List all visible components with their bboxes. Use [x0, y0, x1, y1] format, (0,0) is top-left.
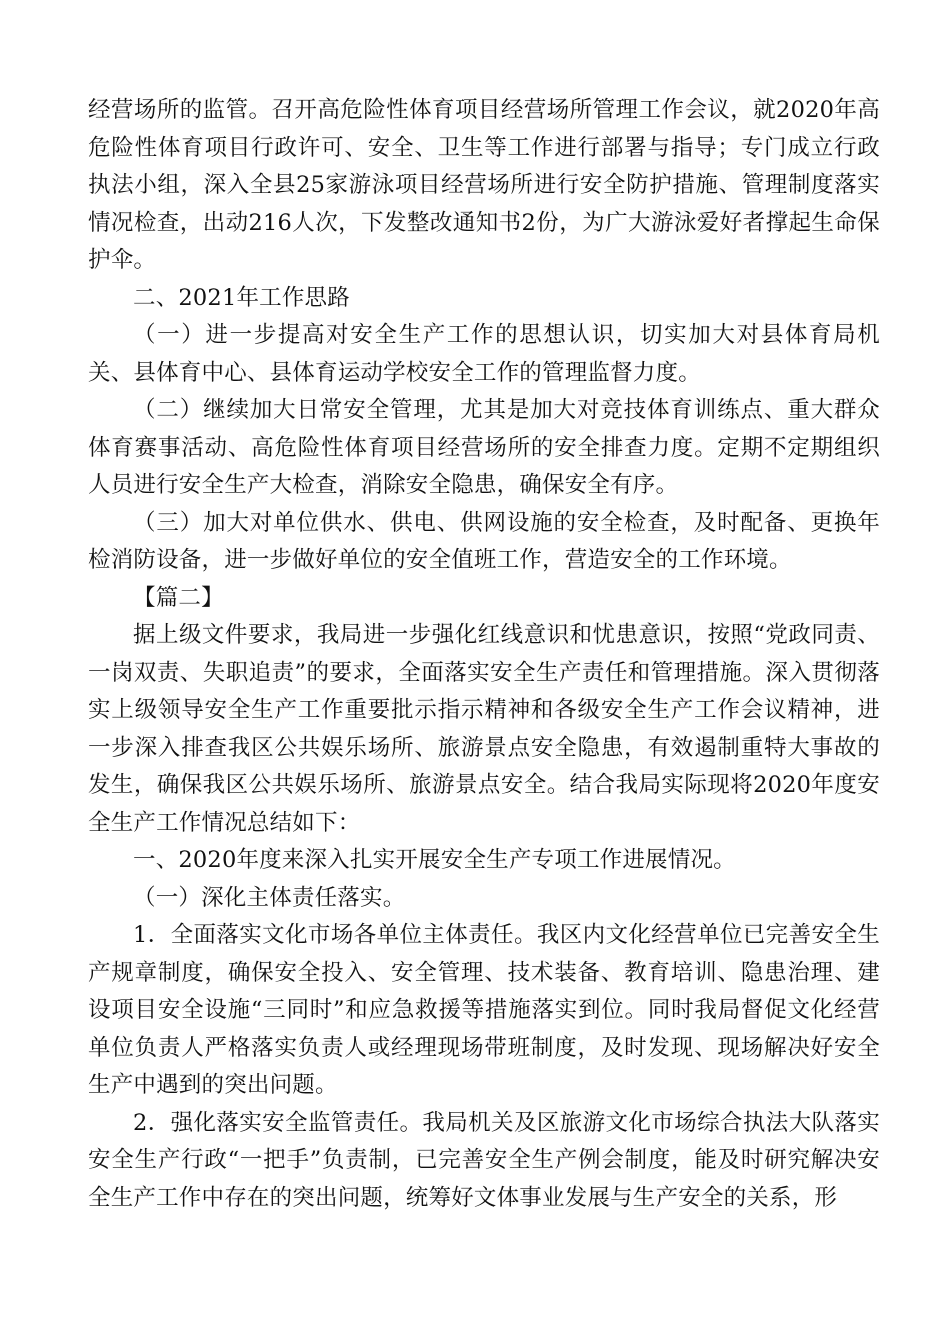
paragraph-numbered-item-2: 2．强化落实安全监管责任。我局机关及区旅游文化市场综合执法大队落实安全生产行政“一把手”负责制，已完善安全生产例会制度，能及时研究解决安全生产工作中存在的突出问题，统筹好文体事业发展与生产安全的关系，形 — [88, 1109, 880, 1211]
paragraph-part-two-intro: 据上级文件要求，我局进一步强化红线意识和忧患意识，按照“党政同责、一岗双责、失职追责”的要求，全面落实安全生产责任和管理措施。深入贯彻落实上级领导安全生产工作重要批示指示精神和各级安全生产工作会议精神，进一步深入排查我区公共娱乐场所、旅游景点安全隐患，有效遏制重特大事故的发生，确保我区公共娱乐场所、旅游景点安全。结合我局实际现将2020年度安全生产工作情况总结如下： — [88, 622, 880, 836]
article-heading-part-two: 【篇二】 — [133, 584, 224, 611]
section-heading-2020-progress: 一、2020年度来深入扎实开展安全生产专项工作进展情况。 — [133, 847, 736, 873]
paragraph-swimming-venue-supervision: 经营场所的监管。召开高危险性体育项目经营场所管理工作会议，就2020年高危险性体育项目行政许可、安全、卫生等工作进行部署与指导；专门成立行政执法小组，深入全县25家游泳项目经营场所进行安全防护措施、管理制度落实情况检查，出动216人次，下发整改通知书2份，为广大游泳爱好者撑起生命保护伞。 — [88, 97, 880, 273]
paragraph-numbered-item-1: 1．全面落实文化市场各单位主体责任。我区内文化经营单位已完善安全生产规章制度，确保安全投入、安全管理、技术装备、教育培训、隐患治理、建设项目安全设施“三同时”和应急救援等措施落实到位。同时我局督促文化经营单位负责人严格落实负责人或经理现场带班制度，及时发现、现场解决好安全生产中遇到的突出问题。 — [88, 922, 880, 1098]
paragraph-plan-item-2: （二）继续加大日常安全管理，尤其是加大对竞技体育训练点、重大群众体育赛事活动、高危险性体育项目经营场所的安全排查力度。定期不定期组织人员进行安全生产大检查，消除安全隐患，确保安全有序。 — [88, 397, 880, 498]
subsection-heading-main-responsibility: （一）深化主体责任落实。 — [133, 884, 406, 911]
section-heading-2021-work-plan: 二、2021年工作思路 — [133, 284, 350, 311]
paragraph-plan-item-3: （三）加大对单位供水、供电、供网设施的安全检查，及时配备、更换年检消防设备，进一步做好单位的安全值班工作，营造安全的工作环境。 — [88, 509, 880, 573]
document-page — [88, 92, 880, 1217]
paragraph-plan-item-1: （一）进一步提高对安全生产工作的思想认识，切实加大对县体育局机关、县体育中心、县体育运动学校安全工作的管理监督力度。 — [88, 322, 880, 386]
